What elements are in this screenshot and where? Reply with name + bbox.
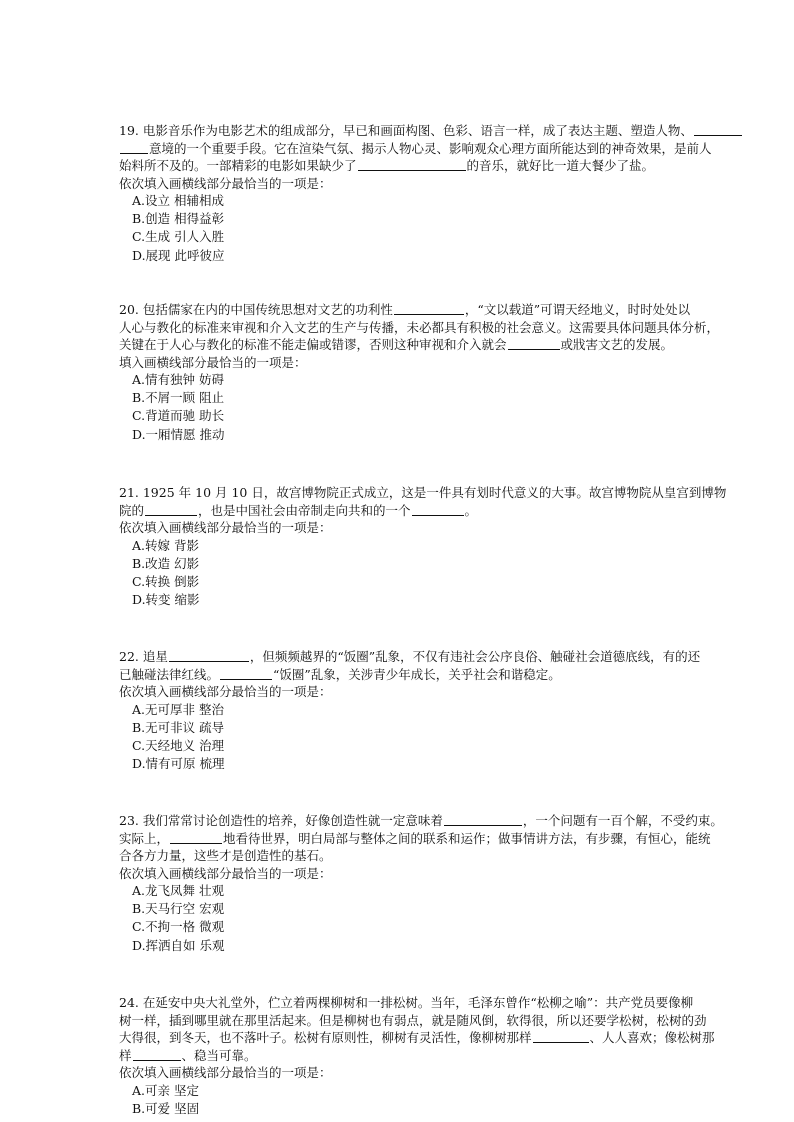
option-c: C.生成 引人入胜 [132,229,225,245]
option-a: A.转嫁 背影 [132,537,199,553]
fill-blank [220,667,272,680]
option-c: C.不拘一格 微观 [132,919,225,935]
option-c: C.转换 倒影 [132,573,200,589]
question-text: ，“文以载道”可谓天经地义，时时处处以 [464,302,691,317]
option-b: B.无可非议 疏导 [132,719,225,735]
question-text: “饭圈”乱象，关涉青少年成长，关乎社会和谐稳定。 [273,666,561,682]
question-22 [119,648,787,773]
fill-blank [358,158,466,171]
option-a: A.无可厚非 整治 [132,701,224,717]
question-prompt: 依次填入画横线部分最恰当的一项是： [119,1065,332,1080]
question-text: 、稳当可靠。 [181,1047,257,1063]
question-text: 19. 电影音乐作为电影艺术的组成部分，早已和画面构图、色彩、语言一样，成了表达主题、塑造人物、 [119,123,693,138]
option-d: D.挥洒自如 乐观 [132,937,225,953]
question-text: 21. 1925 年 10 月 10 日，故宫博物院正式成立，这是一件具有划时代意义的大事。故宫博物院从皇宫到博物 [119,485,727,500]
option-b: B.改造 幻影 [132,555,200,571]
fill-blank [694,123,742,136]
option-a: A.情有独钟 妨碍 [132,372,224,387]
question-prompt: 依次填入画横线部分最恰当的一项是： [119,520,332,535]
question-text: ，也是中国社会由帝制走向共和的一个 [198,502,411,518]
question-19 [119,122,787,265]
question-text: 树一样，插到哪里就在那里活起来。但是柳树也有弱点，就是随风倒，软得很，所以还要学松树，松树的劲 [119,1012,707,1028]
question-text: 22. 追星 [119,649,168,664]
option-a: A.龙飞凤舞 壮观 [132,883,224,898]
fill-blank [133,1048,181,1061]
fill-blank [170,831,222,844]
option-b: B.创造 相得益彰 [132,211,225,227]
question-text: 地看待世界，明白局部与整体之间的联系和运作；做事情讲方法，有步骤，有恒心，能统 [223,830,711,846]
question-20 [119,301,787,444]
question-text: 24. 在延安中央大礼堂外，伫立着两棵柳树和一排松树。当年，毛泽东曾作“松柳之喻”：共产党员要像柳 [119,995,694,1010]
option-b: B.不屑一顾 阻止 [132,390,225,406]
fill-blank [145,503,197,516]
option-d: D.转变 缩影 [132,592,200,608]
question-text: 合各方力量，这些才是创造性的基石。 [119,848,332,863]
question-text: 或戕害文艺的发展。 [560,337,674,352]
option-b: B.可爱 坚固 [132,1100,200,1116]
question-text: 人心与教化的标准来审视和介入文艺的生产与传播，未必都具有积极的社会意义。这需要具体问题具体分析， [119,319,720,335]
question-text: ，但频频越界的“饭圈”乱象，不仅有违社会公序良俗、触碰社会道德底线，有的还 [249,649,701,664]
fill-blank [533,1030,589,1043]
fill-blank [444,813,522,826]
question-text: 23. 我们常常讨论创造性的培养，好像创造性就一定意味着 [119,813,443,828]
question-23 [119,812,787,955]
question-text: 20. 包括儒家在内的中国传统思想对文艺的功利性 [119,302,393,317]
option-a: A.设立 相辅相成 [132,193,224,208]
option-a: A.可亲 坚定 [132,1082,199,1098]
question-prompt: 依次填入画横线部分最恰当的一项是： [119,684,332,699]
fill-blank [120,141,148,154]
question-text: ，一个问题有一百个解，不受约束。 [522,813,723,828]
question-text: 实际上， [119,830,170,846]
question-text: 、人人喜欢；像松树那 [589,1030,715,1045]
question-text: 意境的一个重要手段。它在渲染气氛、揭示人物心灵、影响观众心理方面所能达到的神奇效果，是前人 [149,140,712,156]
question-text: 样 [119,1047,132,1063]
fill-blank [394,302,464,315]
fill-blank [508,337,560,350]
question-text: 的音乐，就好比一道大餐少了盐。 [466,158,655,173]
fill-blank [412,503,464,516]
question-prompt: 依次填入画横线部分最恰当的一项是： [119,175,332,191]
question-21 [119,484,787,609]
question-text: 关键在于人心与教化的标准不能走偏或错谬，否则这种审视和介入就会 [119,337,507,352]
option-d: D.情有可原 梳理 [132,756,225,772]
question-prompt: 填入画横线部分最恰当的一项是： [119,354,307,370]
option-b: B.天马行空 宏观 [132,901,225,917]
question-text: 始料所不及的。一部精彩的电影如果缺少了 [119,158,357,173]
question-24 [119,994,787,1118]
question-text: 院的 [119,502,145,518]
question-text: 已触碰法律红线。 [119,666,220,682]
fill-blank [169,649,249,662]
option-d: D.展现 此呼彼应 [132,247,225,263]
question-text: 大得很，到冬天，也不落叶子。松树有原则性，柳树有灵活性，像柳树那样 [119,1030,532,1045]
option-c: C.背道而驰 助长 [132,408,225,424]
question-text: 。 [464,502,478,518]
option-c: C.天经地义 治理 [132,737,225,753]
question-prompt: 依次填入画横线部分最恰当的一项是： [119,865,332,881]
option-d: D.一厢情愿 推动 [132,426,225,442]
